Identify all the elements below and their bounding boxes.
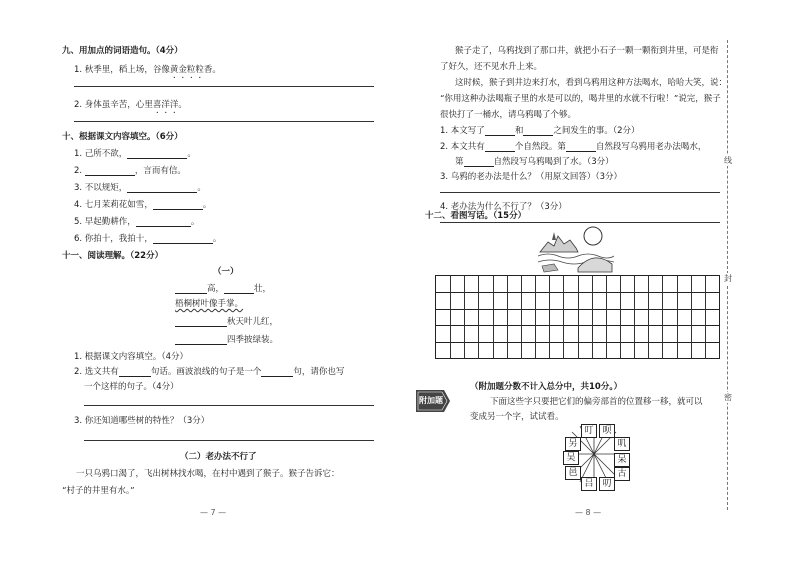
fill-blank[interactable] — [485, 144, 515, 152]
grid-col-line — [464, 276, 465, 358]
fill-blank[interactable] — [485, 128, 515, 136]
passage-2-line-1: 一只乌鸦口渴了，飞出树林找水喝，在村中遇到了猴子。猴子告诉它： — [76, 469, 340, 479]
fill-blank[interactable] — [464, 159, 494, 167]
char-box: 呆 — [614, 453, 630, 467]
r2-question-2-line2: 第 自然段写乌鸦喝到了水。（3分） — [455, 157, 614, 167]
grid-col-line — [592, 276, 593, 358]
section-11-title: 十一、阅读理解。（22分） — [62, 251, 164, 261]
passage-line-1: 猴子走了，乌鸦找到了那口井，就把小石子一颗一颗衔到井里，可是衔 — [455, 46, 719, 56]
passage-2-title: （二）老办法不行了 — [180, 452, 257, 462]
passage-line-4: “你用这种办法喝瓶子里的水是可以的，喝井里的水就不行啦！”说完，猴子 — [440, 94, 721, 104]
poem-line-1: 高， 壮， — [175, 285, 271, 294]
char-box: 叨 — [599, 477, 615, 491]
grid-col-line — [606, 276, 607, 358]
grid-col-line — [677, 276, 678, 358]
passage-line-5: 很快打了一桶水，请乌鸦喝了个够。 — [440, 110, 577, 120]
grid-col-line — [507, 276, 508, 358]
bonus-badge-label: 附加题 — [419, 396, 443, 405]
char-box: 吴 — [563, 451, 579, 465]
s10-question-3: 3. 不以规矩， 。 — [74, 183, 206, 193]
answer-line[interactable] — [440, 192, 720, 193]
grid-col-line — [578, 276, 579, 358]
poem-line-4: 四季披绿装。 — [175, 336, 278, 345]
passage-2-line-2: “村子的井里有水。” — [62, 486, 135, 496]
section-12-title: 十二、看图写话。（15分） — [425, 211, 527, 221]
char-box: 吕 — [581, 477, 597, 491]
s10-question-1: 1. 己所不欲， 。 — [74, 149, 196, 159]
s10-question-4: 4. 七月茉莉花如雪， 。 — [74, 200, 212, 210]
s10-question-5: 5. 早起勤耕作， 。 — [74, 217, 200, 227]
writing-grid[interactable] — [435, 275, 720, 359]
fill-blank[interactable] — [523, 128, 553, 136]
r1-question-1: 1. 根据课文内容填空。（4分） — [74, 352, 188, 362]
s10-question-6: 6. 你拍十，我拍十， 。 — [74, 234, 222, 244]
passage-line-3: 这时候，猴子到井边来打水，看到乌鸦用这种方法喝水，哈哈大笑，说： — [455, 78, 728, 88]
r1-question-2-line2: 一个这样的句子。（4分） — [84, 382, 179, 392]
grid-col-line — [521, 276, 522, 358]
grid-col-line — [705, 276, 706, 358]
s9-question-1: 1. 秋季里，稻上场，谷像黄金粒粒香。 — [74, 65, 221, 75]
char-box: 叽 — [614, 437, 630, 451]
grid-col-line — [691, 276, 692, 358]
grid-col-line — [662, 276, 663, 358]
grid-col-line — [535, 276, 536, 358]
bonus-instruction-2: 变成另一个字，试试看。 — [470, 412, 564, 422]
binding-label-line: 线 — [724, 156, 732, 165]
passage-line-2: 了好久，还不见水升上来。 — [440, 62, 543, 72]
grid-col-line — [648, 276, 649, 358]
char-box: 古 — [614, 467, 630, 481]
grid-col-line — [549, 276, 550, 358]
char-box: 另 — [565, 437, 581, 451]
seaside-illustration — [538, 222, 614, 274]
passage-1-title: （一） — [213, 267, 239, 277]
binding-label-seal: 封 — [724, 274, 732, 283]
r2-question-1: 1. 本文写了 和 之间发生的事。（2分） — [440, 126, 640, 136]
bonus-title: （附加题分数不计入总分中，共10分。） — [470, 382, 623, 392]
r1-question-2: 2. 选文共有 句话。画波浪线的句子是一个 句，请你也写 — [74, 367, 345, 377]
grid-col-line — [634, 276, 635, 358]
grid-col-line — [478, 276, 479, 358]
section-9-title: 九、用加点的词语造句。（4分） — [62, 46, 183, 56]
grid-col-line — [620, 276, 621, 358]
poem-line-3: 秋天叶儿红， — [175, 318, 278, 327]
dotted-word: 喜洋洋 — [152, 100, 179, 110]
dotted-word-2: 粒粒 — [186, 65, 204, 75]
r2-question-3: 3. 乌鸦的老办法是什么？（用原文回答）（3分） — [440, 172, 622, 182]
binding-label-secret: 密 — [724, 393, 732, 402]
char-box: 呗 — [599, 424, 615, 438]
poem-line-2-wavy: 梧桐树叶像手掌。 — [175, 299, 244, 309]
page-number-left: — 7 — — [200, 508, 227, 517]
grid-col-line — [563, 276, 564, 358]
page-number-right: — 8 — — [575, 508, 602, 517]
section-10-title: 十、根据课文内容填空。（6分） — [62, 132, 183, 142]
fill-blank[interactable] — [566, 144, 596, 152]
r2-question-2: 2. 本文共有 个自然段。第 自然段写乌鸦用老办法喝水， — [440, 142, 707, 152]
s9-question-2: 2. 身体虽辛苦，心里喜洋洋。 — [74, 100, 187, 110]
char-box: 邑 — [565, 466, 581, 480]
grid-col-line — [450, 276, 451, 358]
char-box: 叮 — [581, 424, 597, 438]
r2-question-4: 4. 老办法为什么不行了？（3分） — [440, 202, 567, 212]
dotted-word: 黄金 — [169, 65, 187, 75]
grid-col-line — [493, 276, 494, 358]
s10-question-2: 2. ，言而有信。 — [74, 166, 186, 176]
bonus-instruction-1: 下面这些字只要把它们的偏旁部首的位置移一移，就可以 — [490, 397, 703, 407]
r1-question-3: 3. 你还知道哪些树的特性？（3分） — [74, 416, 210, 426]
